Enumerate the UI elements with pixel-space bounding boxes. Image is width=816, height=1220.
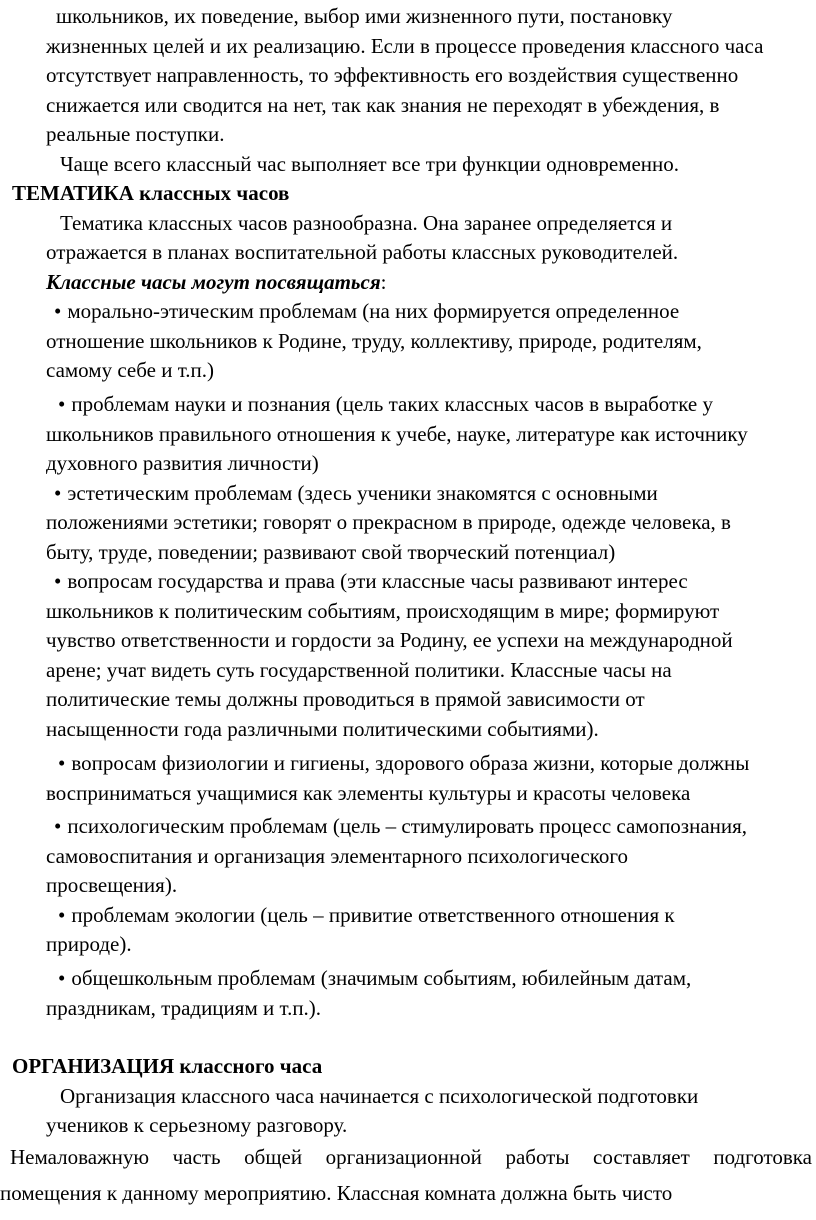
text-line: снижается или сводится на нет, так как знания не переходят в убеждения, в <box>46 93 720 117</box>
section-heading-theme <box>12 179 289 207</box>
text-line: Организация классного часа начинается с психологической подготовки <box>60 1084 699 1108</box>
text-line: вопросам физиологии и гигиены, здорового образа жизни, которые должны <box>71 751 750 775</box>
text-line: духовного развития личности) <box>46 451 319 475</box>
text-line: проблемам науки и познания (цель таких классных часов в выработке у <box>71 392 713 416</box>
text-line: быту, труде, поведении; развивают свой творческий потенциал) <box>46 540 616 564</box>
text-line: отражается в планах воспитательной работы классных руководителей. <box>46 240 679 264</box>
heading-caps: ТЕМАТИКА <box>12 181 134 205</box>
section-heading-organization <box>12 1052 322 1080</box>
text-line-justified: Немаловажную часть общей организационной работы составляет подготовка <box>10 1145 812 1169</box>
list-title-text: Классные часы могут посвящаться <box>46 270 381 294</box>
text-line: политические темы должны проводиться в прямой зависимости от <box>46 687 645 711</box>
text-line: помещения к данному мероприятию. Классная комната должна быть чисто <box>0 1181 673 1205</box>
bullet-icon: • <box>58 966 66 990</box>
text-line: школьников к политическим событиям, происходящим в мире; формируют <box>46 599 720 623</box>
text-line: Чаще всего классный час выполняет все три функции одновременно. <box>60 152 680 176</box>
text-line: насыщенности года различными политическими событиями). <box>46 717 599 741</box>
bullet-icon: • <box>54 299 62 323</box>
bullet-icon: • <box>54 569 62 593</box>
bullet-icon: • <box>54 481 62 505</box>
text-line: арене; учат видеть суть государственной политики. Классные часы на <box>46 658 672 682</box>
bullet-icon: • <box>54 814 62 838</box>
text-line: учеников к серьезному разговору. <box>46 1113 348 1137</box>
text-line: реальные поступки. <box>46 122 225 146</box>
text-line: природе). <box>46 932 132 956</box>
text-line: чувство ответственности и гордости за Родину, ее успехи на международной <box>46 628 733 652</box>
text-line: морально-этическим проблемам (на них формируется определенное <box>67 299 680 323</box>
heading-rest: классного часа <box>174 1054 323 1078</box>
bullet-icon: • <box>58 392 66 416</box>
text-line: проблемам экологии (цель – привитие ответственного отношения к <box>71 903 675 927</box>
bullet-icon: • <box>58 903 66 927</box>
text-line: эстетическим проблемам (здесь ученики знакомятся с основными <box>67 481 658 505</box>
text-line: просвещения). <box>46 873 178 897</box>
text-line: Тематика классных часов разнообразна. Она заранее определяется и <box>60 211 673 235</box>
text-line: самовоспитания и организация элементарного психологического <box>46 844 628 868</box>
text-line: школьников, их поведение, выбор ими жизненного пути, постановку <box>56 4 673 28</box>
bullet-icon: • <box>58 751 66 775</box>
list-title-suffix: : <box>380 270 387 294</box>
text-line: положениями эстетики; говорят о прекрасном в природе, одежде человека, в <box>46 510 731 534</box>
text-line: отношение школьников к Родине, труду, коллективу, природе, родителям, <box>46 329 702 353</box>
text-line: жизненных целей и их реализацию. Если в процессе проведения классного часа <box>46 34 764 58</box>
heading-rest: классных часов <box>133 181 290 205</box>
text-line: праздникам, традициям и т.п.). <box>46 996 322 1020</box>
text-line: самому себе и т.п.) <box>46 358 215 382</box>
text-line: общешкольным проблемам (значимым событиям, юбилейным датам, <box>71 966 692 990</box>
text-line: школьников правильного отношения к учебе, науке, литературе как источнику <box>46 422 748 446</box>
list-title <box>46 268 387 296</box>
text-line: психологическим проблемам (цель – стимулировать процесс самопознания, <box>67 814 748 838</box>
text-line: восприниматься учащимися как элементы культуры и красоты человека <box>46 781 691 805</box>
text-line: отсутствует направленность, то эффективность его воздействия существенно <box>46 63 739 87</box>
heading-caps: ОРГАНИЗАЦИЯ <box>12 1054 175 1078</box>
text-line: вопросам государства и права (эти классные часы развивают интерес <box>67 569 688 593</box>
